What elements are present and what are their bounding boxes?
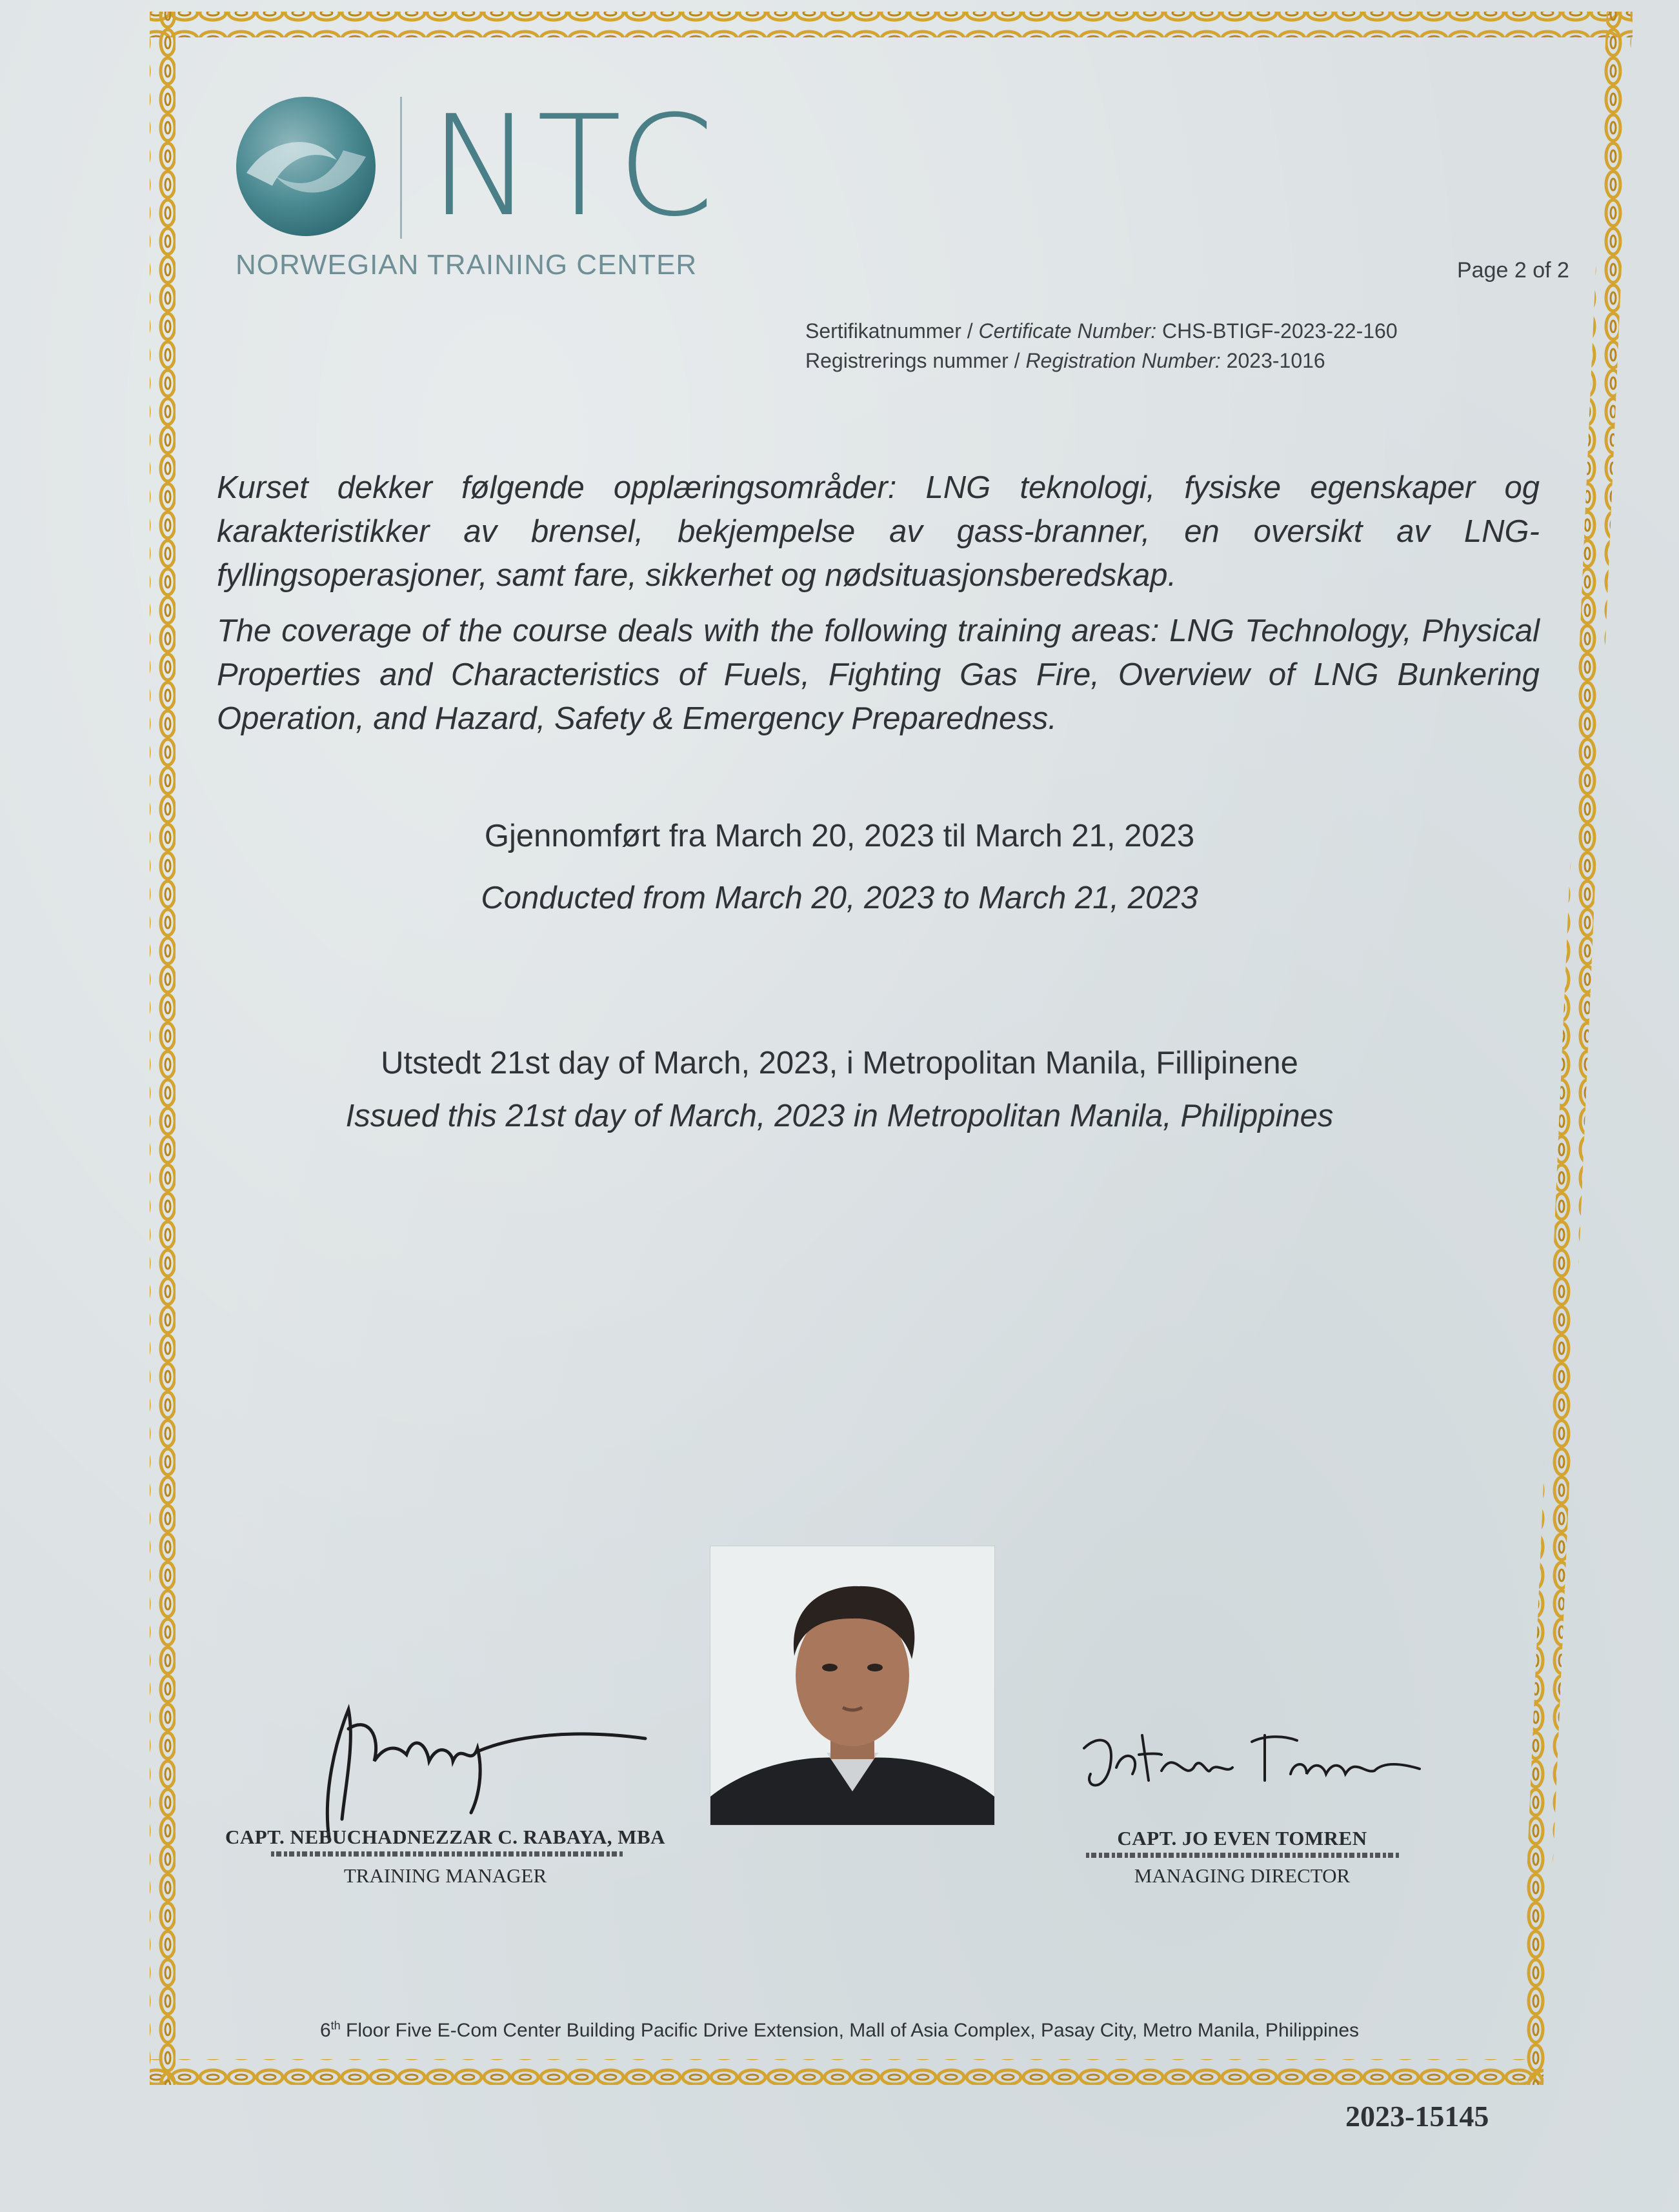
conducted-norwegian: Gjennomført fra March 20, 2023 til March 21, 2023 — [484, 819, 1195, 853]
registration-number-line — [805, 346, 1398, 375]
signature-right — [1071, 1709, 1433, 1813]
registration-number-label-en: Registration Number: — [1025, 349, 1221, 372]
microprint-line-left — [271, 1851, 623, 1857]
page-indicator: Page 2 of 2 — [1457, 258, 1569, 283]
certificate-number-label-en: Certificate Number: — [978, 319, 1157, 343]
portrait-photo-icon — [710, 1546, 995, 1826]
signatory-left-title: TRAINING MANAGER — [343, 1864, 547, 1887]
ntc-swirl-logo-icon — [234, 95, 382, 237]
certificate-number-value: CHS-BTIGF-2023-22-160 — [1162, 319, 1398, 343]
coverage-norwegian: Kurset dekker følgende opplæringsområder: LNG teknologi, fysiske egenskaper og karakteristikker av brensel, bekjempelse av gass-branner, en oversikt av LNG-fyllingsoperasjoner, samt fare, sikkerhet og nødsituasjonsberedskap. — [217, 470, 1540, 593]
signatory-left-name: CAPT. NEBUCHADNEZZAR C. RABAYA, MBA — [225, 1826, 666, 1848]
conducted-english: Conducted from March 20, 2023 to March 21, 2023 — [481, 881, 1198, 915]
microprint-line-right — [1086, 1853, 1401, 1858]
coverage-english: The coverage of the course deals with the following training areas: LNG Technology, Physical Properties and Characteristics of Fuels, Fighting Gas Fire, Overview of LNG Bunkering Operation, and Hazard, Safety & Emergency Preparedness. — [217, 613, 1540, 736]
registration-number-value: 2023-1016 — [1226, 349, 1325, 372]
footer-address — [0, 2019, 1679, 2042]
signatory-right-title: MANAGING DIRECTOR — [1134, 1864, 1351, 1887]
logo-wordmark: NTC — [429, 85, 718, 247]
certificate-number-label-no: Sertifikatnummer / — [805, 319, 979, 343]
registration-number-label-no: Registrerings nummer / — [805, 349, 1026, 372]
address-ordinal: 6 — [319, 2020, 331, 2041]
certificate-number-line — [805, 316, 1398, 346]
logo-divider — [400, 97, 402, 239]
signature-left — [284, 1690, 658, 1845]
address-ordinal-suffix: th — [330, 2019, 341, 2032]
issued-english: Issued this 21st day of March, 2023 in Metropolitan Manila, Philippines — [345, 1099, 1334, 1133]
signatory-right-name: CAPT. JO EVEN TOMREN — [1117, 1827, 1367, 1849]
address-text: Floor Five E-Com Center Building Pacific Drive Extension, Mall of Asia Complex, Pasay City, Metro Manila, Philippines — [340, 2020, 1360, 2041]
issued-norwegian: Utstedt 21st day of March, 2023, i Metropolitan Manila, Fillipinene — [381, 1046, 1298, 1081]
certificate-numbers — [805, 316, 1398, 375]
logo-subtitle: NORWEGIAN TRAINING CENTER — [236, 249, 698, 281]
serial-number: 2023-15145 — [1345, 2100, 1489, 2133]
